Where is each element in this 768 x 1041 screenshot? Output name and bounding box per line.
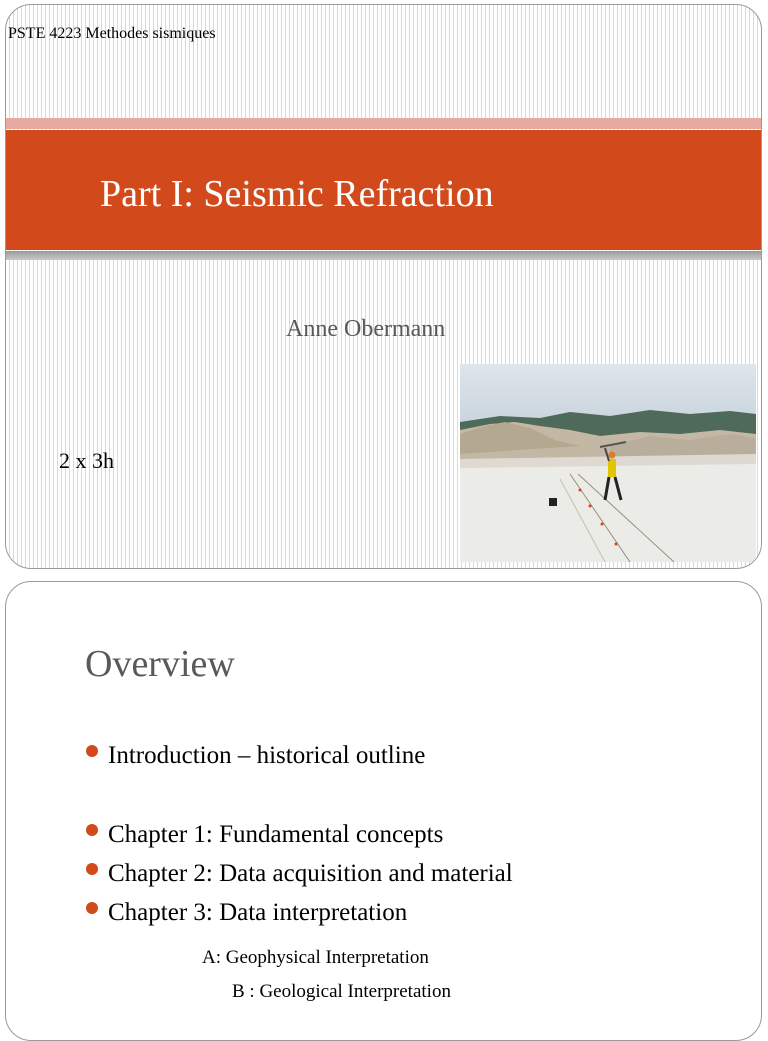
field-photo-icon (460, 364, 756, 562)
bullet-item (86, 860, 513, 888)
bullet-dot-icon (86, 745, 98, 757)
bullet-text: Chapter 1: Fundamental concepts (108, 821, 444, 848)
bullet-text: Introduction – historical outline (108, 742, 426, 769)
overview-slide (5, 581, 762, 1041)
grey-stripe (6, 251, 761, 260)
sub-item: B : Geological Interpretation (232, 981, 451, 1002)
title-slide (5, 4, 762, 569)
bullet-dot-icon (86, 863, 98, 875)
sub-item: A: Geophysical Interpretation (202, 947, 429, 968)
field-photo-icon-svg (460, 364, 756, 562)
bullet-text: Chapter 2: Data acquisition and material (108, 860, 513, 887)
overview-title: Overview (85, 643, 235, 685)
author-name: Anne Obermann (286, 316, 446, 342)
pink-stripe (6, 118, 761, 129)
duration-label: 2 x 3h (59, 448, 114, 473)
bullet-item (86, 821, 443, 849)
title-band (6, 130, 761, 250)
course-label: PSTE 4223 Methodes sismiques (8, 25, 216, 42)
bullet-dot-icon (86, 824, 98, 836)
bullet-dot-icon (86, 902, 98, 914)
slide-title: Part I: Seismic Refraction (100, 173, 494, 215)
bullet-item (86, 742, 425, 770)
bullet-text: Chapter 3: Data interpretation (108, 899, 408, 926)
bullet-item (86, 899, 407, 927)
